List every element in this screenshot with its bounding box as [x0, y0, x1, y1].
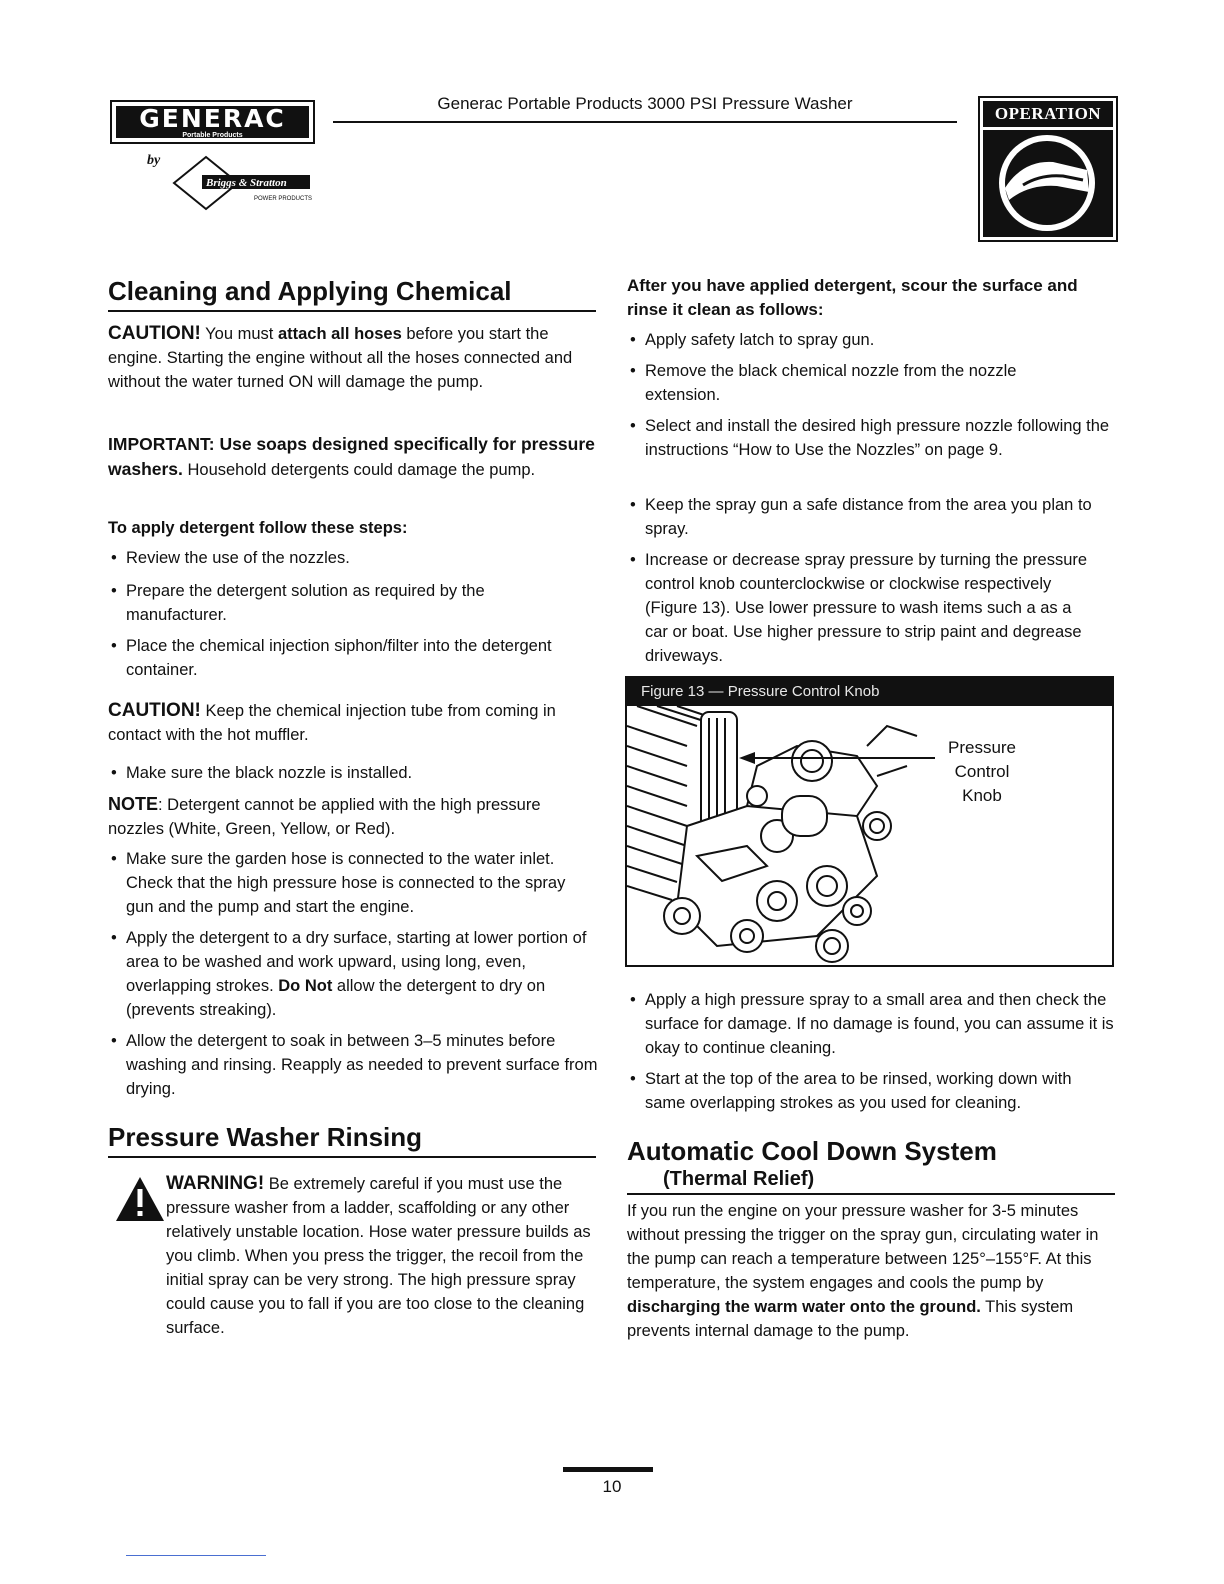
list-item: • Apply the detergent to a dry surface, starting at lower portion of area to be washed and work upward, using long, even, overlapping strokes. Do Not allow the detergent to dry on (prevents streaking). [111, 929, 587, 1019]
pressure-control-knob-label: Pressure Control Knob [947, 738, 1017, 805]
list-item: • Keep the spray gun a safe distance from the area you plan to spray. [630, 496, 1092, 538]
page-number: 10 [602, 1477, 622, 1496]
list-item: • Prepare the detergent solution as required by the manufacturer. [111, 582, 485, 624]
heading-rinsing: Pressure Washer Rinsing [108, 1122, 423, 1152]
rinse-intro: After you have applied detergent, scour the surface and rinse it clean as follows: [627, 276, 1078, 319]
caution-attach-hoses: CAUTION! You must attach all hoses before you start the engine. Starting the engine without all the hoses connected and without the water turned ON will damage the pump. [108, 323, 573, 391]
list-item: • Review the use of the nozzles. [111, 549, 350, 567]
logo-wordmark: GENERAC [139, 104, 286, 133]
operation-tab [978, 96, 1118, 242]
list-item: • Make sure the garden hose is connected to the water inlet. Check that the high pressure hose is connected to the spray gun and the pump and start the engine. [111, 850, 566, 916]
heading-rule [108, 1156, 596, 1158]
heading-rule [108, 310, 596, 312]
by-label: by [147, 153, 161, 168]
figure-13 [625, 676, 1114, 967]
warning-triangle-icon [114, 1175, 166, 1223]
operation-icon [983, 130, 1113, 237]
note-detergent: NOTE: Detergent cannot be applied with the high pressure nozzles (White, Green, Yellow, or Red). [108, 794, 541, 838]
important-soaps: IMPORTANT: Use soaps designed specifically for pressure washers. Household detergents could damage the pump. [108, 434, 595, 479]
heading-cool-down: Automatic Cool Down System [627, 1136, 997, 1166]
list-item: • Place the chemical injection siphon/filter into the detergent container. [111, 637, 552, 679]
briggs-stratton-logo [172, 155, 317, 211]
list-item: • Apply safety latch to spray gun. [630, 331, 875, 349]
footer-link-underline [126, 1555, 266, 1556]
list-item: • Increase or decrease spray pressure by turning the pressure control knob counterclockwise or clockwise respectively (Figure 13). Use lower pressure to wash items such a as a car or boat. Use higher pressure to strip paint and degrease driveways. [630, 551, 1088, 665]
cool-down-paragraph: If you run the engine on your pressure washer for 3-5 minutes without pressing the trigger on the spray gun, circulating water in the pump can reach a temperature between 125°–155°F. At this temperature, the system engages and cools the pump by discharging the warm water onto the ground. This system prevents internal damage to the pump. [627, 1202, 1099, 1340]
figure-caption: Figure 13 — Pressure Control Knob [627, 678, 1112, 706]
logo-subtitle: Portable Products [182, 132, 243, 139]
document-title: Generac Portable Products 3000 PSI Pressure Washer [437, 94, 853, 113]
warning-ladder: WARNING! Be extremely careful if you must use the pressure washer from a ladder, scaffolding or any other relatively unstable location. Hose water pressure builds as you climb. When you press the trigger, the recoil from the initial spray can be very strong. The high pressure spray could cause you to fall if you are too close to the cleaning surface. [166, 1173, 591, 1337]
steps-heading: To apply detergent follow these steps: [108, 519, 408, 537]
heading-cleaning: Cleaning and Applying Chemical [108, 276, 512, 306]
page-number-bar [563, 1467, 653, 1472]
list-item: • Remove the black chemical nozzle from the nozzle extension. [630, 362, 1017, 404]
list-item: • Make sure the black nozzle is installed. [111, 764, 413, 782]
callout-arrow-icon [739, 748, 939, 768]
heading-thermal-relief: (Thermal Relief) [663, 1168, 815, 1190]
heading-rule [627, 1193, 1115, 1195]
list-item: • Apply a high pressure spray to a small area and then check the surface for damage. If no damage is found, you can assume it is okay to continue cleaning. [630, 991, 1114, 1057]
operation-tab-label: OPERATION [983, 101, 1113, 127]
pressure-pump-illustration [627, 706, 957, 967]
list-item: • Select and install the desired high pressure nozzle following the instructions “How to Use the Nozzles” on page 9. [630, 417, 1110, 459]
list-item: • Allow the detergent to soak in between 3–5 minutes before washing and rinsing. Reapply as needed to prevent surface from drying. [111, 1032, 598, 1098]
bs-logo-sub: POWER PRODUCTS [254, 196, 313, 202]
caution-injection-tube: CAUTION! Keep the chemical injection tube from coming in contact with the hot muffler. [108, 700, 556, 744]
header-rule [333, 121, 957, 123]
bs-logo-text: Briggs & Stratton [206, 177, 287, 189]
generac-logo [110, 100, 315, 144]
list-item: • Start at the top of the area to be rinsed, working down with same overlapping strokes as you used for cleaning. [630, 1070, 1072, 1112]
